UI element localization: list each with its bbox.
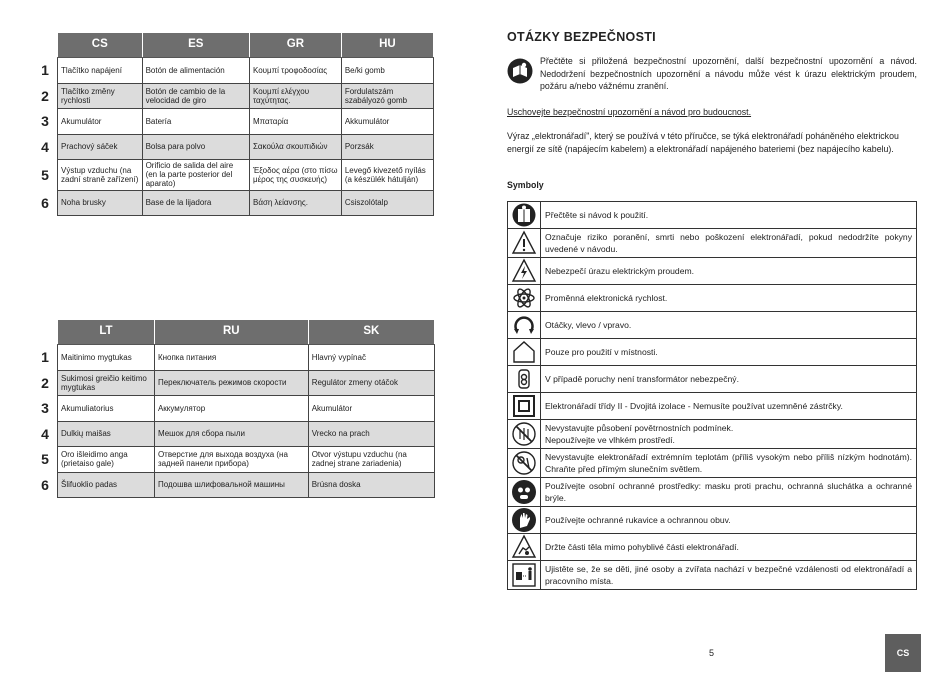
power-tool-definition: Výraz „elektronářadí", který se používá v této příručce, se týká elektronářadí poháněného elektrickou energií ze sítě (napájecím kabelem) a elektronářadí napájeného bateriemi (bez napájecího kabelu). [507,131,899,154]
symbol-row [508,202,917,229]
table-row [33,472,435,498]
symbol-row [508,561,917,590]
symbol-row [508,339,917,366]
table-cell: Šlifuoklio padas [58,472,155,498]
table-row [33,83,434,109]
table-cell: Βάση λείανσης. [249,190,341,216]
table-cell: Hlavný vypínač [308,345,434,371]
symbol-row [508,285,917,312]
table-cell: Fordulatszám szabályozó gomb [341,83,433,109]
table-cell: Be/ki gomb [341,58,433,84]
symbol-row [508,312,917,339]
symbol-icon-cell [508,258,541,285]
table-cell: Tlačítko napájení [58,58,143,84]
symbols-heading: Symboly [507,180,544,190]
header-hu: HU [341,33,433,58]
symbol-row [508,393,917,420]
table-cell: Botón de cambio de la velocidad de giro [142,83,249,109]
table-cell: Κουμπί τροφοδοσίας [249,58,341,84]
table-row [33,396,435,422]
table-row [33,421,435,447]
symbol-icon-cell [508,229,541,258]
symbol-description: Přečtěte si návod k použití. [541,202,917,229]
blank-corner [33,33,58,58]
table-cell: Bolsa para polvo [142,134,249,160]
table-cell: Vrecko na prach [308,421,434,447]
symbols-table [507,201,917,590]
rotation-icon [511,312,537,338]
table-cell: Κουμπί ελέγχου ταχύτητας. [249,83,341,109]
table-cell: Έξοδος αέρα (στο πίσω μέρος της συσκευής) [249,160,341,191]
symbol-row [508,420,917,449]
symbol-description: Používejte osobní ochranné prostředky: masku proti prachu, ochranná sluchátka a ochranné brýle. [541,478,917,507]
table-cell: Подошва шлифовальной машины [154,472,308,498]
header-gr: GR [249,33,341,58]
header-ru: RU [154,320,308,345]
symbol-icon-cell [508,561,541,590]
table-cell: Akkumulátor [341,109,433,135]
table-cell: Dulkių maišas [58,421,155,447]
row-number: 2 [33,83,58,109]
row-number: 1 [33,58,58,84]
keep-instructions-note: Uschovejte bezpečnostní upozornění a návod pro budoucnost. [507,107,752,117]
row-number: 2 [33,370,58,396]
row-number: 1 [33,345,58,371]
table-cell: Brúsna doska [308,472,434,498]
row-number: 4 [33,421,58,447]
symbol-icon-cell [508,202,541,229]
symbol-row [508,449,917,478]
symbol-icon-cell [508,420,541,449]
symbol-description: Držte části těla mimo pohyblivé části elektronářadí. [541,534,917,561]
table-cell: Oro išleidimo anga (prietaiso gale) [58,447,155,473]
symbol-description: Označuje riziko poranění, smrti nebo poškození elektronářadí, pokud nedodržíte pokyny uvedené v návodu. [541,229,917,258]
table-cell: Base de la lijadora [142,190,249,216]
symbol-description: Nevystavujte působení povětrnostních podmínek. Nepoužívejte ve vlhkém prostředí. [541,420,917,449]
symbol-row [508,229,917,258]
table-row [33,370,435,396]
table-row [33,447,435,473]
double-insulation-icon [511,393,537,419]
symbol-icon-cell [508,339,541,366]
table-cell: Σακούλα σκουπιδιών [249,134,341,160]
table-row [33,134,434,160]
symbol-description: Nevystavujte elektronářadí extrémním teplotám (příliš vysokým nebo příliš nízkým hodnotám). Chraňte před přímým slunečním světlem. [541,449,917,478]
symbol-row [508,258,917,285]
table-cell: Botón de alimentación [142,58,249,84]
symbol-icon-cell [508,366,541,393]
symbol-row [508,507,917,534]
no-extreme-temp-icon [511,450,537,476]
header-cs: CS [58,33,143,58]
symbol-icon-cell [508,449,541,478]
indoor-use-icon [511,339,537,365]
table-cell: Maitinimo mygtukas [58,345,155,371]
symbol-icon-cell [508,393,541,420]
symbol-description: Používejte ochranné rukavice a ochrannou obuv. [541,507,917,534]
table-row [33,58,434,84]
symbol-icon-cell [508,507,541,534]
row-number: 6 [33,472,58,498]
table-cell: Μπαταρία [249,109,341,135]
row-number: 4 [33,134,58,160]
table-row [33,345,435,371]
no-rain-icon [511,421,537,447]
symbol-icon-cell [508,285,541,312]
symbol-row [508,534,917,561]
table-cell: Orificio de salida del aire (en la parte posterior del aparato) [142,160,249,191]
row-number: 6 [33,190,58,216]
row-number: 5 [33,160,58,191]
symbol-description: V případě poruchy není transformátor nebezpečný. [541,366,917,393]
row-number: 5 [33,447,58,473]
safety-intro: Přečtěte si přiložená bezpečnostní upozornění, další bezpečnostní upozornění a návod. Nedodržení bezpečnostních upozornění a návodu může vést k úrazu elektrickým proudem, požáru a/nebo vážnému zranění. [540,56,917,91]
gloves-icon [511,507,537,533]
symbol-description: Otáčky, vlevo / vpravo. [541,312,917,339]
table-cell: Akumuliatorius [58,396,155,422]
table-cell: Akumulátor [58,109,143,135]
row-number: 3 [33,396,58,422]
variable-speed-icon [511,285,537,311]
table-cell: Sukimosi greičio keitimo mygtukas [58,370,155,396]
header-es: ES [142,33,249,58]
symbol-icon-cell [508,312,541,339]
symbol-icon-cell [508,478,541,507]
table-cell: Porzsák [341,134,433,160]
read-manual-icon [511,202,537,228]
table-cell: Levegő kivezető nyílás (a készülék hátulján) [341,160,433,191]
safe-distance-icon [511,562,537,588]
symbol-description: Pouze pro použití v místnosti. [541,339,917,366]
symbol-description: Nebezpečí úrazu elektrickým proudem. [541,258,917,285]
table-cell: Tlačítko změny rychlosti [58,83,143,109]
header-lt: LT [58,320,155,345]
parts-table-cs-es-gr-hu [33,32,434,216]
symbol-row [508,478,917,507]
table-row [33,190,434,216]
table-cell: Аккумулятор [154,396,308,422]
table-cell: Prachový sáček [58,134,143,160]
read-manual-person-icon [507,58,533,84]
symbol-description: Elektronářadí třídy II - Dvojitá izolace - Nemusíte používat uzemněné zástrčky. [541,393,917,420]
parts-table-lt-ru-sk [33,319,435,498]
warning-triangle-icon [511,230,537,256]
table-cell: Переключатель режимов скорости [154,370,308,396]
table-cell: Výstup vzduchu (na zadní straně zařízení) [58,160,143,191]
blank-corner [33,320,58,345]
symbol-description: Proměnná elektronická rychlost. [541,285,917,312]
table-row [33,160,434,191]
table-cell: Мешок для сбора пыли [154,421,308,447]
symbol-description: Ujistěte se, že se děti, jiné osoby a zvířata nachází v bezpečné vzdálenosti od elektronářadí a pracovního místa. [541,561,917,590]
safety-title: OTÁZKY BEZPEČNOSTI [507,30,656,44]
electric-shock-icon [511,258,537,284]
table-cell: Отверстие для выхода воздуха (на задней панели прибора) [154,447,308,473]
moving-parts-icon [511,534,537,560]
table-cell: Regulátor zmeny otáčok [308,370,434,396]
symbol-row [508,366,917,393]
language-tab: CS [885,634,921,672]
protective-equipment-icon [511,479,537,505]
table-cell: Otvor výstupu vzduchu (na zadnej strane zariadenia) [308,447,434,473]
table-cell: Akumulátor [308,396,434,422]
table-cell: Csiszolótalp [341,190,433,216]
page-number: 5 [709,648,715,658]
row-number: 3 [33,109,58,135]
table-cell: Noha brusky [58,190,143,216]
table-cell: Кнопка питания [154,345,308,371]
symbol-icon-cell [508,534,541,561]
header-sk: SK [308,320,434,345]
table-cell: Batería [142,109,249,135]
table-row [33,109,434,135]
transformer-icon [511,366,537,392]
